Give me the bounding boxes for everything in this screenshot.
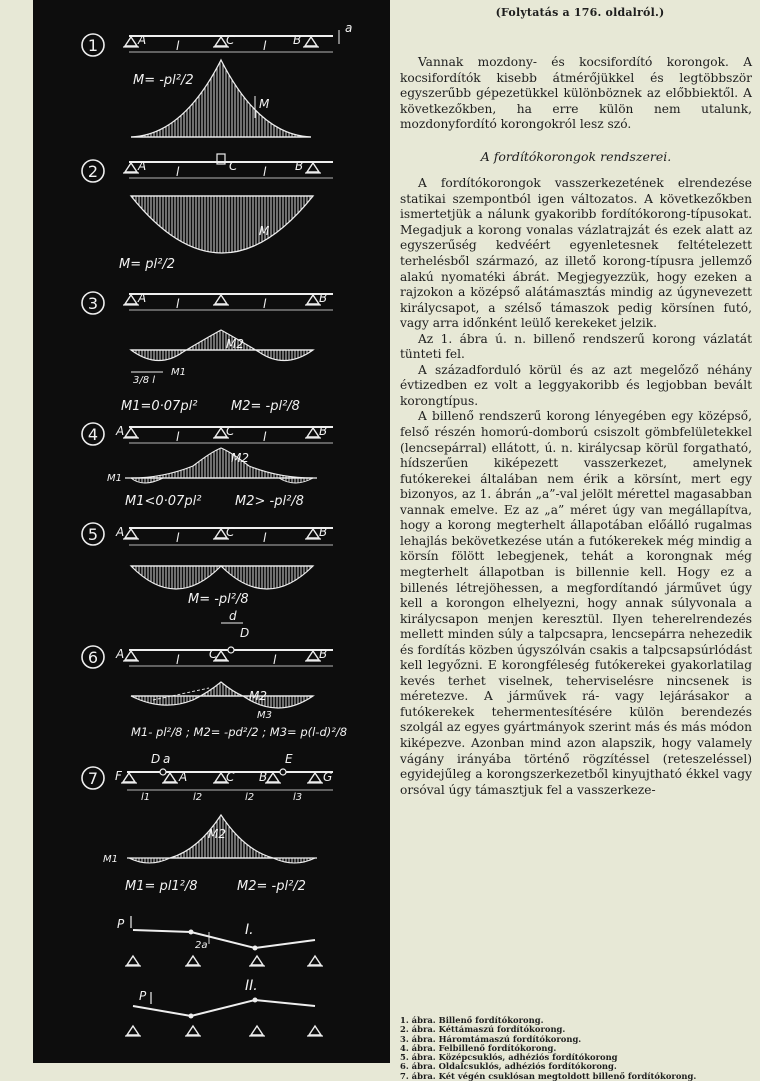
d7-formula-M1: M1= pl1²/8 xyxy=(125,879,198,894)
d7-label-B: B xyxy=(259,770,268,784)
d2-span-l: l xyxy=(263,165,267,179)
d3-span-l: l xyxy=(263,297,267,311)
d3-span-l: l xyxy=(176,297,180,311)
caption-3: 3. ábra. Háromtámaszú fordítókorong. xyxy=(400,1033,582,1044)
d6-label-C: C xyxy=(209,647,218,661)
diagram-4-number: 4 xyxy=(87,425,99,444)
d2-label-A: A xyxy=(138,159,147,173)
d6-label-B: B xyxy=(319,647,328,661)
structural-diagrams-figure xyxy=(33,0,390,1063)
dII-P: P xyxy=(139,989,147,1003)
dI-P: P xyxy=(117,917,125,931)
d7-span-l1: l1 xyxy=(141,792,151,803)
d4-label-B: B xyxy=(319,424,328,438)
d4-formula-M2: M2> -pl²/8 xyxy=(235,494,304,509)
dII-roman: II. xyxy=(245,978,258,994)
article-body xyxy=(400,55,752,798)
paragraph: A billenő rendszerű korong lényegében egy középső, felső részén homorú-domború csiszolt gömbfelületekkel (lencsepárral) ellátott, ú. n. királycsap körül forgatható, hídszerűen kiképezett vasszerkezet, amelynek futókerekei általában nem érik a körsínt, mert egy bizonyos, az 1. ábrán „a”-val jelölt mérettel magasabban vannak emelve. Ez az „a” méret úgy van megállapítva, hogy a korong megterhelt állapotában előálló rugalmas lehajlás bekövetkezése után a futókerekek még mindig a körsín fölött lebegjenek, tehát a korongnak még megterhelt állapotban is billennie kell. Hogy ez a billenés létrejöhessen, a megfordítandó járművet úgy kell a korongon elhelyezni, hogy annak súlyvonala a királycsapon menjen keresztül. Ilyen teherelrendezés mellett minden súly a talpcsapra, lencsepárra nehezedik és fordítás közben úgyszólván csakis a talpcsapsúrlódást kell legyőzni. E korongféleség futókerekei gyakorlatilag kevés terhet viselnek, teherviselésre nincsenek is méretezve. A járművek rá- vagy lejárásakor a futókerekek tehermentesítésére külön berendezés szolgál az egyes gyártmányok szerint más és más módon kiképezve. Azonban mind azon alapszik, hogy valamely vágány irányába történő rögzítéssel (reteszeléssel) egyidejűleg a korongszerkezetből kinyujtható ékkel vagy orsóval úgy támasztjuk fel a vasszerkeze- xyxy=(400,409,752,797)
diagram-6 xyxy=(123,623,333,708)
dI-2a: 2a xyxy=(195,940,208,951)
d7-formula-M2: M2= -pl²/2 xyxy=(237,879,306,894)
d7-label-G: G xyxy=(323,770,333,784)
section-title: A fordítókorongok rendszerei. xyxy=(480,148,672,164)
paragraph: Vannak mozdony- és kocsifordító korongok. A kocsifordítók kisebb átmérőjükkel és legtöbbször egyszerűbb gépezetükkel különböznek az előbbiektől. A következőkben, ha erre külön nem utalunk, mozdonyfordító korongokról lesz szó. xyxy=(400,55,752,132)
d7-label-A: A xyxy=(179,770,188,784)
paragraph: A fordítókorongok vasszerkezetének elrendezése statikai szempontból igen változatos. A következőkben ismertetjük a nálunk gyakoribb fordítókorong-típusokat. Megadjuk a korong vonalas vázlatrajzát és ezek alatt az egyszerűség kedvéért egyenletesnek feltételezett terhelésből származó, az illető korong-típusra jellemző alakú nyomatéki ábrát. Megjegyezzük, hogy ezeken a rajzokon a középső alátámasztás mindig az úgynevezett királycsapot, a szélső támaszok pedig körsínen futó, vagy arra időnként leülő kerekeket jelzik. xyxy=(400,176,752,331)
diagram-3 xyxy=(123,294,333,372)
d7-span-l2: l2 xyxy=(193,792,203,803)
d6-span-l: l xyxy=(273,653,277,667)
d3-M2: M2 xyxy=(226,337,244,351)
d6-M2: M2 xyxy=(249,689,267,703)
d7-span-l3: l3 xyxy=(293,792,303,803)
caption-2: 2. ábra. Kéttámaszú fordítókorong. xyxy=(400,1024,566,1035)
d3-span-fraction: 3/8 l xyxy=(133,375,156,386)
d5-formula: M= -pl²/8 xyxy=(188,592,249,607)
dI-roman: I. xyxy=(245,922,254,938)
caption-4: 4. ábra. Felbillenő fordítókorong. xyxy=(400,1042,557,1053)
d1-label-B: B xyxy=(293,33,302,47)
d3-label-A: A xyxy=(138,291,147,305)
figure-captions xyxy=(400,1016,752,1081)
d7-label-E: E xyxy=(285,752,293,766)
d2-formula: M= pl²/2 xyxy=(119,257,175,272)
d4-M1: M1 xyxy=(107,473,122,484)
d7-label-C: C xyxy=(226,770,235,784)
d6-span-l: l xyxy=(176,653,180,667)
d2-M: M xyxy=(259,224,270,238)
caption-1: 1. ábra. Billenő fordítókorong. xyxy=(400,1015,544,1025)
diagram-7-number: 7 xyxy=(87,769,99,788)
d7-span-l2: l2 xyxy=(245,792,255,803)
d4-label-A: A xyxy=(116,424,125,438)
d5-label-A: A xyxy=(116,525,125,539)
d4-label-C: C xyxy=(226,424,235,438)
d6-formula: M1- pl²/8 ; M2= -pd²/2 ; M3= p(l-d)²/8 xyxy=(131,725,348,739)
d4-span-l: l xyxy=(263,430,267,444)
d1-span-l: l xyxy=(176,39,180,53)
d6-dim-d: d xyxy=(229,609,237,623)
d7-label-D: D xyxy=(151,752,161,766)
d5-label-C: C xyxy=(226,525,235,539)
paragraph: A századforduló körül és az azt megelőző néhány évtizedben ez volt a leggyakoribb és legjobban bevált korongtípus. xyxy=(400,362,752,408)
d4-formula-M1: M1<0·07pl² xyxy=(125,494,202,509)
d6-M3: M3 xyxy=(257,710,272,721)
d2-label-C: C xyxy=(229,159,238,173)
d5-span-l: l xyxy=(263,531,267,545)
d1-dim-a: a xyxy=(345,21,353,35)
d3-label-B: B xyxy=(319,291,328,305)
d1-span-l: l xyxy=(263,39,267,53)
d7-label-F: F xyxy=(115,769,122,783)
diagram-5-number: 5 xyxy=(87,525,99,544)
diagram-I xyxy=(125,916,323,966)
d1-M: M xyxy=(259,97,270,111)
d5-label-B: B xyxy=(319,525,328,539)
d3-formula-M2: M2= -pl²/8 xyxy=(231,399,300,414)
d4-M2: M2 xyxy=(231,451,249,465)
d5-span-l: l xyxy=(176,531,180,545)
d7-M1: M1 xyxy=(103,854,118,865)
d6-label-A: A xyxy=(116,647,125,661)
d3-M1: M1 xyxy=(171,367,186,378)
d7-M2: M2 xyxy=(208,827,226,841)
caption-7: 7. ábra. Két végén csuklósan megtoldott billenő fordítókorong. xyxy=(400,1070,697,1081)
diagram-1-number: 1 xyxy=(87,36,99,55)
diagram-II xyxy=(125,992,323,1036)
d2-span-l: l xyxy=(176,165,180,179)
d1-label-C: C xyxy=(226,33,235,47)
d1-label-A: A xyxy=(138,33,147,47)
caption-5: 5. ábra. Középcsuklós, adhéziós fordítókorong xyxy=(400,1052,618,1063)
diagram-6-number: 6 xyxy=(87,648,99,667)
d6-label-D: D xyxy=(240,626,250,640)
diagram-3-number: 3 xyxy=(87,294,99,313)
d7-dim-a: a xyxy=(163,752,171,766)
diagram-canvas xyxy=(33,0,390,1063)
paragraph: Az 1. ábra ú. n. billenő rendszerű korong vázlatát tünteti fel. xyxy=(400,331,752,362)
continuation-note: (Folytatás a 176. oldalról.) xyxy=(495,6,665,19)
d4-span-l: l xyxy=(176,430,180,444)
caption-6: 6. ábra. Oldalcsuklós, adhéziós fordítókorong. xyxy=(400,1061,617,1072)
d3-formula-M1: M1=0·07pl² xyxy=(121,399,198,414)
diagram-2-number: 2 xyxy=(87,162,99,181)
d2-label-B: B xyxy=(295,159,304,173)
d1-formula: M= -pl²/2 xyxy=(133,73,194,88)
